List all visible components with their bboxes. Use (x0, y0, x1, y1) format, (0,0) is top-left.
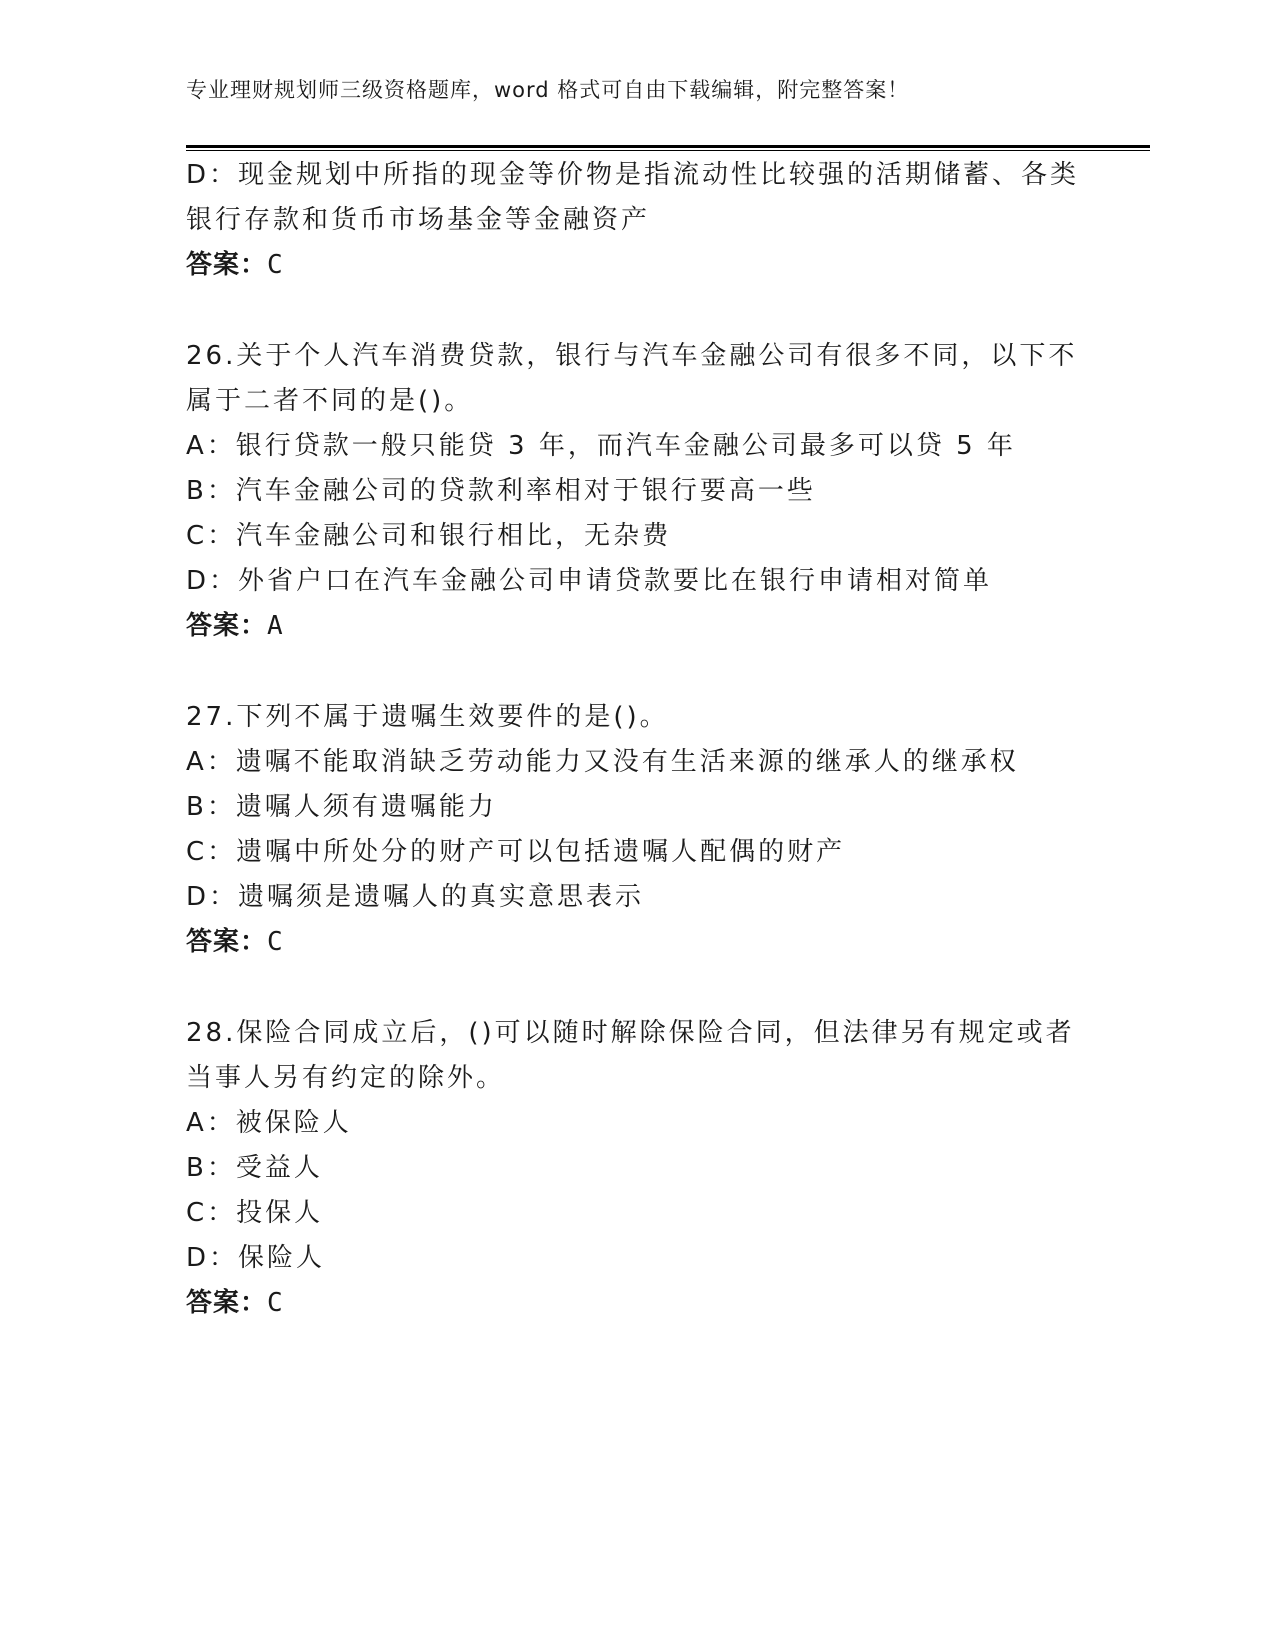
question-26 (186, 334, 1086, 649)
option-a: A：遗嘱不能取消缺乏劳动能力又没有生活来源的继承人的继承权 (186, 747, 1019, 777)
answer-line (186, 604, 1086, 649)
option-a: A：被保险人 (186, 1108, 352, 1138)
question-stem-line: 28.保险合同成立后，()可以随时解除保险合同，但法律另有规定或者 (186, 1018, 1075, 1048)
question-stem-line: 26.关于个人汽车消费贷款，银行与汽车金融公司有很多不同，以下不 (186, 341, 1078, 371)
option-c: C：汽车金融公司和银行相比，无杂费 (186, 521, 672, 551)
answer-value: A (267, 611, 283, 641)
option-d: D：保险人 (186, 1243, 326, 1273)
answer-label: 答案： (186, 250, 268, 280)
question-28 (186, 1011, 1086, 1326)
option-b: B：受益人 (186, 1153, 323, 1183)
answer-line (186, 243, 1086, 288)
answer-value: C (267, 1288, 283, 1318)
option-d: D：外省户口在汽车金融公司申请贷款要比在银行申请相对简单 (186, 566, 993, 596)
question-stem-line: 27.下列不属于遗嘱生效要件的是()。 (186, 702, 669, 732)
page-header: 专业理财规划师三级资格题库，word 格式可自由下载编辑，附完整答案！ (186, 78, 910, 102)
answer-label: 答案： (186, 927, 268, 957)
question-25-continuation (186, 153, 1086, 288)
option-b: B：汽车金融公司的贷款利率相对于银行要高一些 (186, 476, 816, 506)
question-stem-line: 属于二者不同的是()。 (186, 386, 474, 416)
option-b: B：遗嘱人须有遗嘱能力 (186, 792, 497, 822)
answer-line (186, 1281, 1086, 1326)
option-a: A：银行贷款一般只能贷 3 年，而汽车金融公司最多可以贷 5 年 (186, 431, 1016, 461)
question-stem-line: 当事人另有约定的除外。 (186, 1063, 506, 1093)
answer-label: 答案： (186, 1288, 268, 1318)
option-d: D：遗嘱须是遗嘱人的真实意思表示 (186, 882, 645, 912)
header-rule-thin (186, 150, 1150, 151)
header-rule-thick (186, 145, 1150, 148)
answer-value: C (267, 927, 283, 957)
answer-label: 答案： (186, 611, 268, 641)
question-content (186, 153, 1086, 1326)
answer-value: C (267, 250, 283, 280)
option-c: C：投保人 (186, 1198, 324, 1228)
question-27 (186, 695, 1086, 965)
option-d-line-2: 银行存款和货币市场基金等金融资产 (186, 205, 651, 235)
option-c: C：遗嘱中所处分的财产可以包括遗嘱人配偶的财产 (186, 837, 846, 867)
option-d-line-1: D：现金规划中所指的现金等价物是指流动性比较强的活期储蓄、各类 (186, 160, 1080, 190)
answer-line (186, 920, 1086, 965)
